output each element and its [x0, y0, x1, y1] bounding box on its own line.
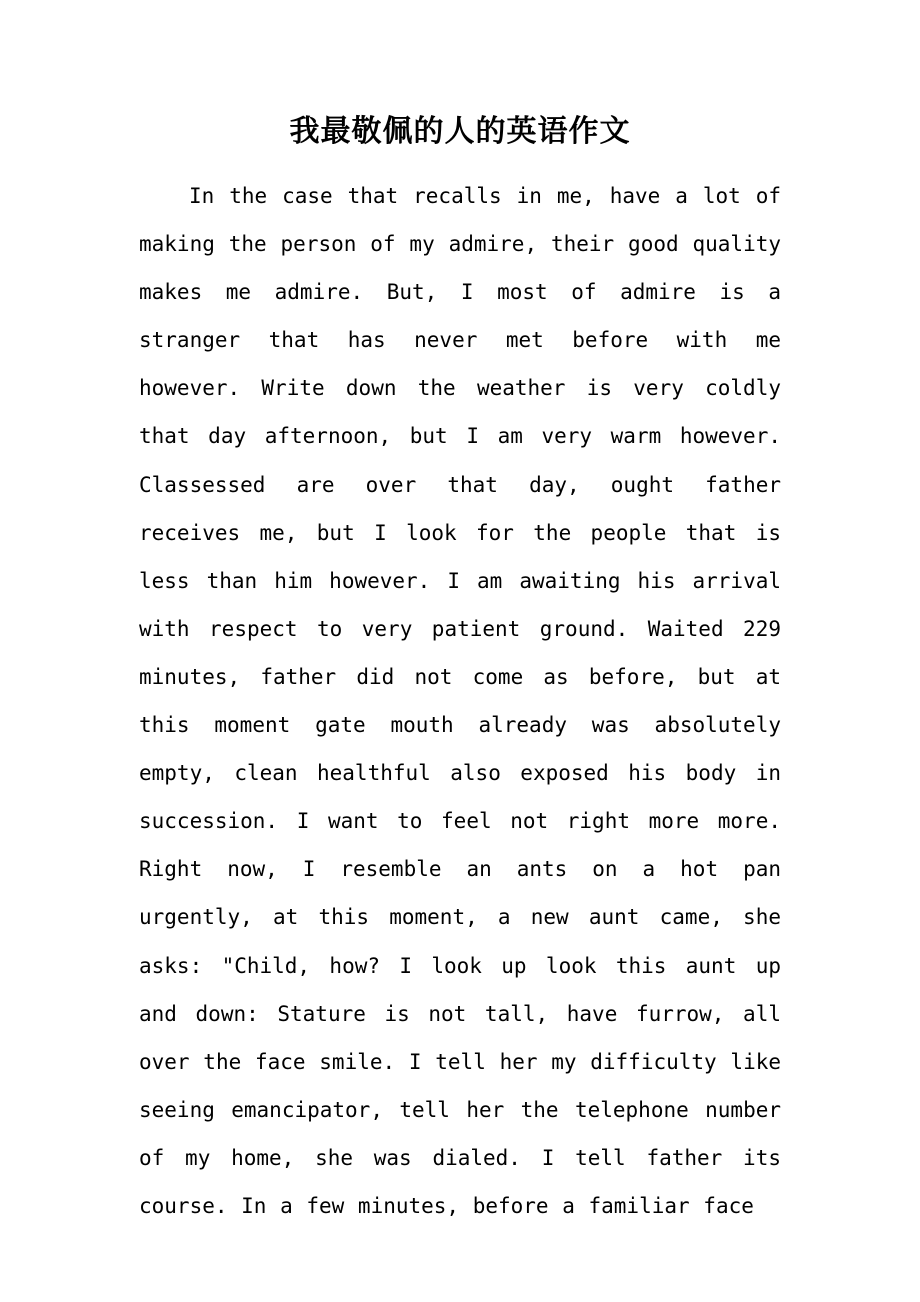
- document-paragraph: In the case that recalls in me, have a lot of making the person of my admire, their good quality makes me admire. But, I most of admire is a stranger that has never met before with me however. Write down the weather is very coldly that day afternoon, but I am very warm however. Classessed are over that day, ought father receives me, but I look for the people that is less than him however. I am awaiting his arrival with respect to very patient ground. Waited 229 minutes, father did not come as before, but at this moment gate mouth already was absolutely empty, clean healthful also exposed his body in succession. I want to feel not right more more. Right now, I resemble an ants on a hot pan urgently, at this moment, a new aunt came, she asks: "Child, how? I look up look this aunt up and down: Stature is not tall, have furrow, all over the face smile. I tell her my difficulty like seeing emancipator, tell her the telephone number of my home, she was dialed. I tell father its course. In a few minutes, before a familiar face: [139, 184, 781, 1218]
- document-title: 我最敬佩的人的英语作文: [289, 114, 631, 149]
